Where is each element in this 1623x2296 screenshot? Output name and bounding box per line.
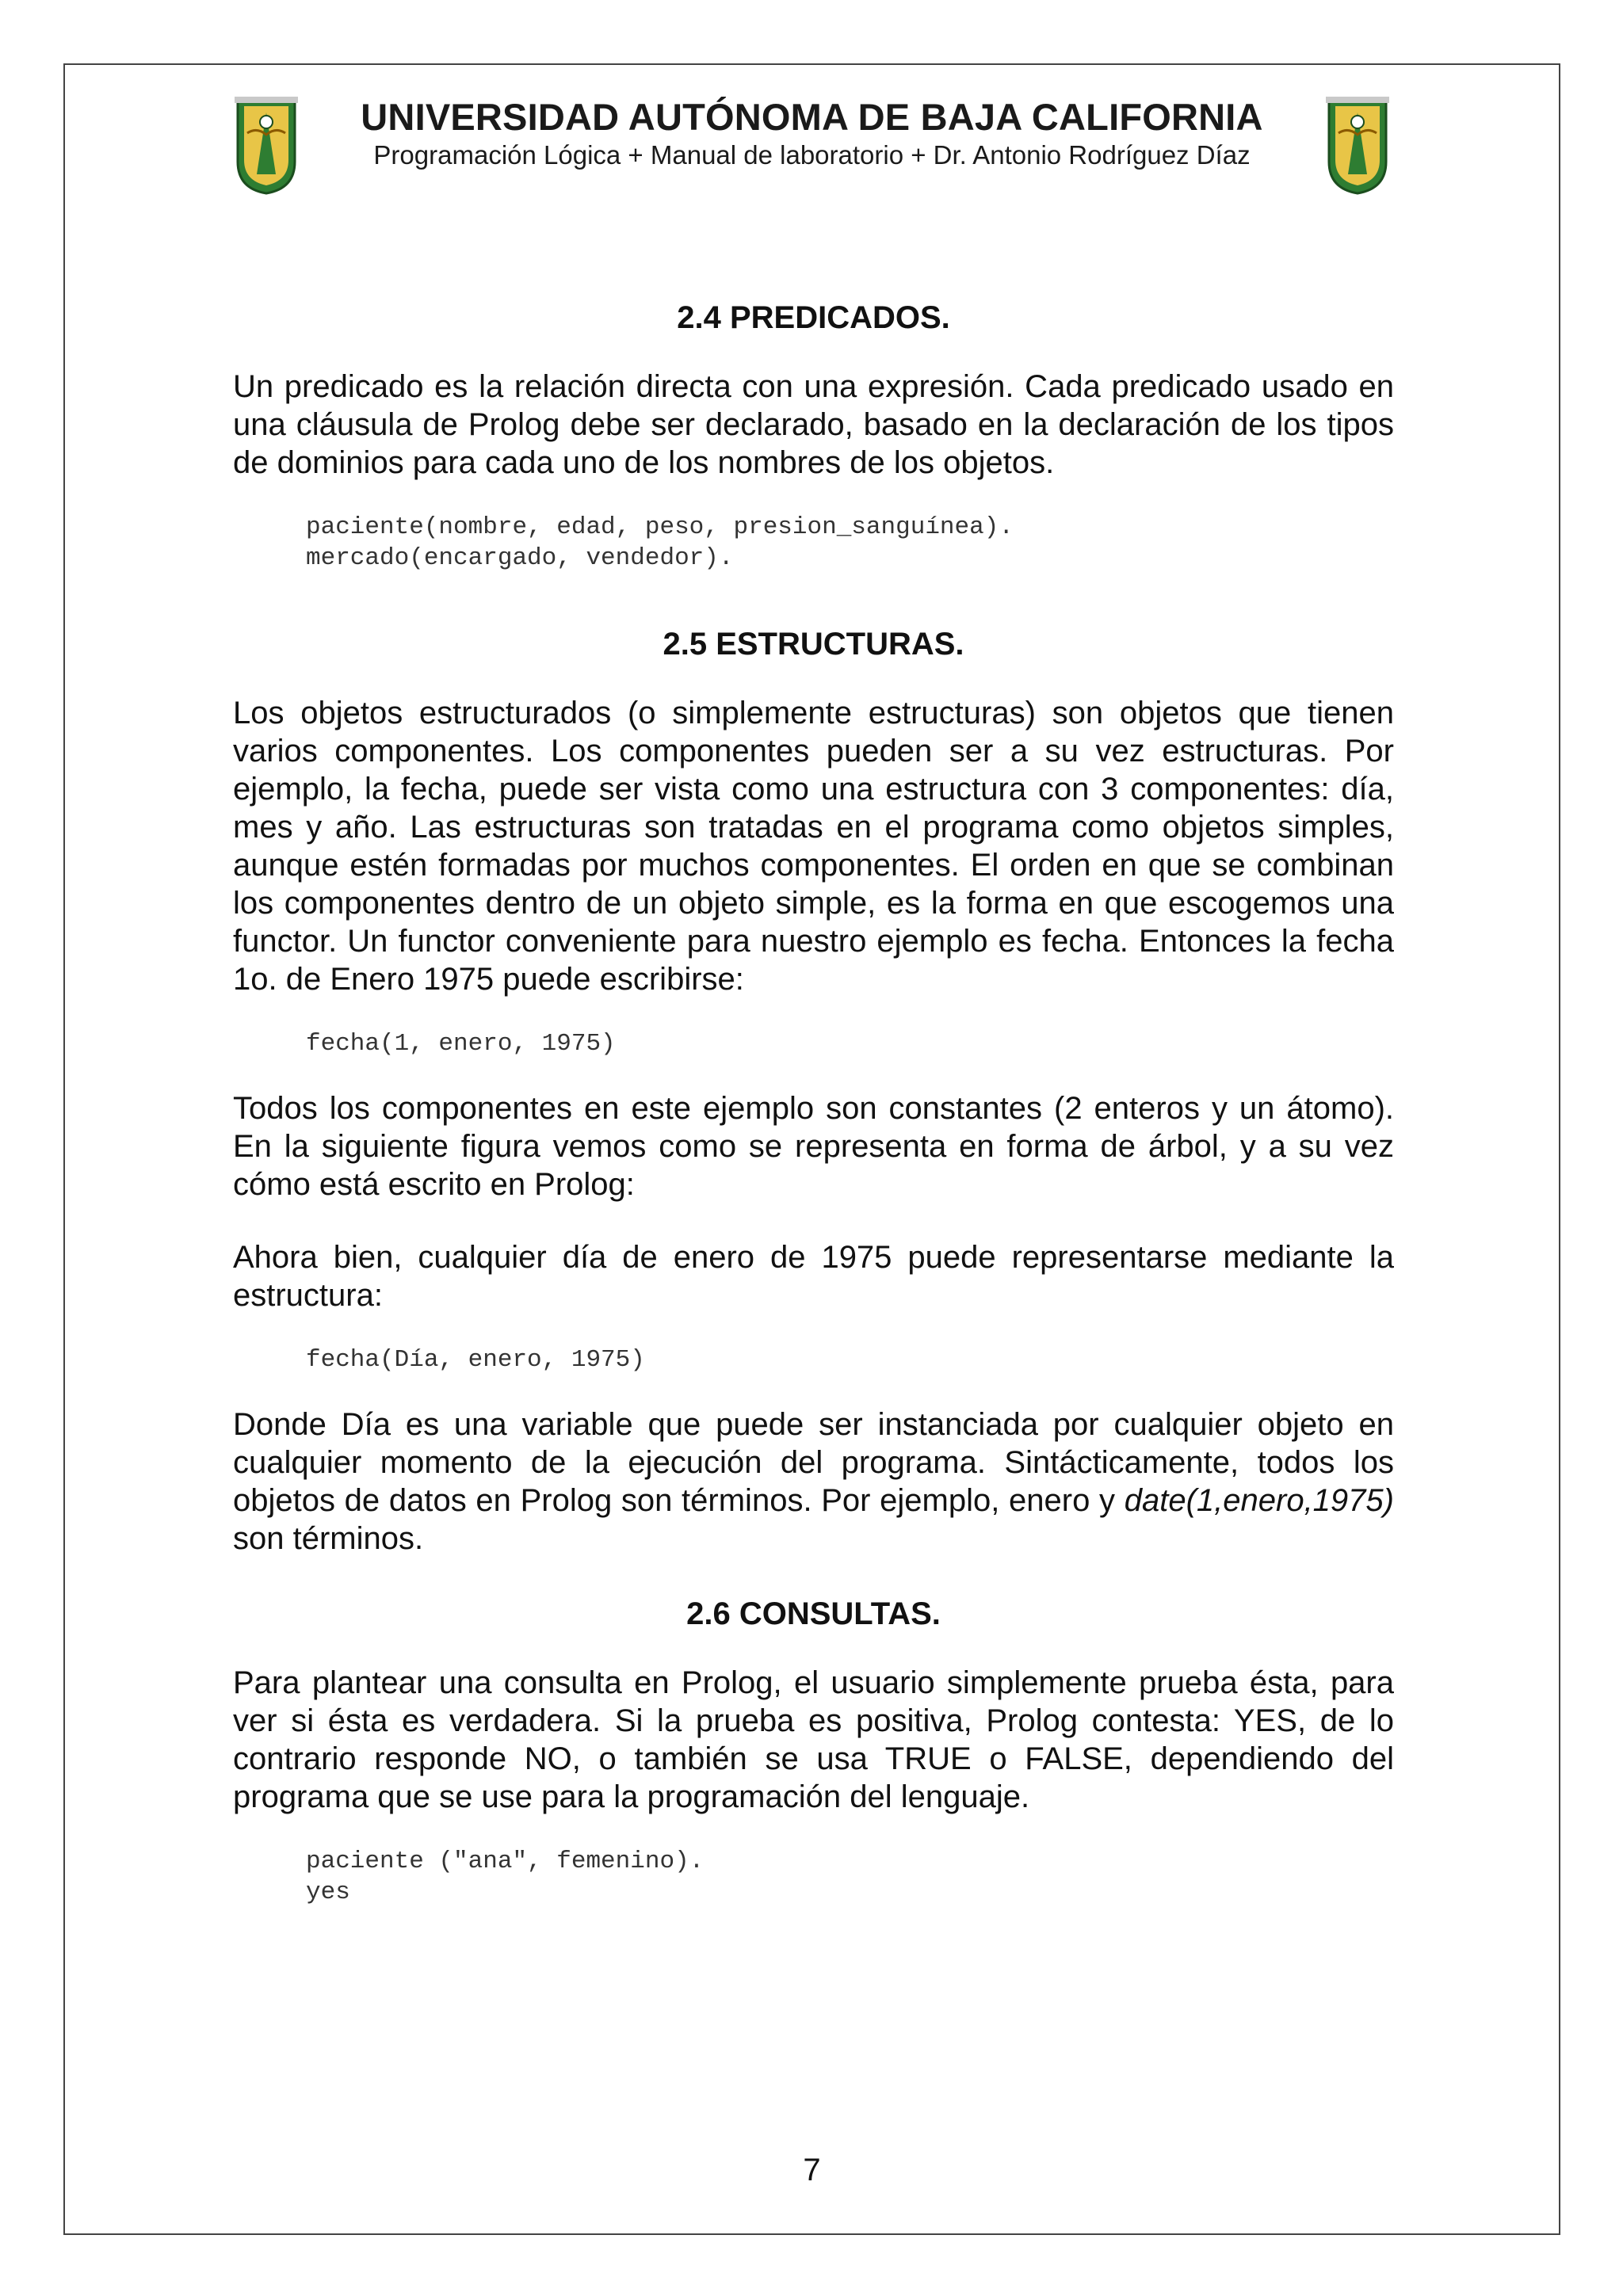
university-seal-icon xyxy=(1324,95,1391,196)
code-block-predicados xyxy=(233,512,1394,574)
document-subtitle: Programación Lógica + Manual de laboratorio + Dr. Antonio Rodríguez Díaz xyxy=(373,140,1251,170)
paragraph-predicados: Un predicado es la relación directa con una expresión. Cada predicado usado en una cláusula de Prolog debe ser declarado, basado en la declaración de los tipos de dominios para cada uno de los nombres de los objetos. xyxy=(233,369,1394,480)
paragraph-estructuras-2: Todos los componentes en este ejemplo son constantes (2 enteros y un átomo). En la siguiente figura vemos como se representa en forma de árbol, y a su vez cómo está escrito en Prolog: xyxy=(233,1091,1394,1202)
section-heading-predicados: 2.4 PREDICADOS. xyxy=(677,300,950,335)
paragraph-text: son términos. xyxy=(233,1521,424,1556)
paragraph-estructuras-4 xyxy=(233,1405,1394,1558)
page-content xyxy=(233,247,1394,1908)
code-line: paciente(nombre, edad, peso, presion_sanguínea). xyxy=(306,513,1014,541)
code-block-consulta xyxy=(233,1846,1394,1908)
code-line: fecha(1, enero, 1975) xyxy=(306,1030,616,1058)
page-frame xyxy=(63,63,1560,2235)
code-line: fecha(Día, enero, 1975) xyxy=(306,1346,645,1374)
page-number: 7 xyxy=(803,2153,821,2187)
paragraph-estructuras-3: Ahora bien, cualquier día de enero de 1975 puede representarse mediante la estructura: xyxy=(233,1240,1394,1313)
code-line: paciente ("ana", femenino). xyxy=(306,1848,705,1875)
section-heading-estructuras: 2.5 ESTRUCTURAS. xyxy=(663,627,964,662)
italic-term: date(1,enero,1975) xyxy=(1124,1483,1394,1518)
paragraph-consultas: Para plantear una consulta en Prolog, el usuario simplemente prueba ésta, para ver si ésta es verdadera. Si la prueba es positiva, Prolog contesta: YES, de lo contrario responde NO, o también se usa TRUE o FALSE, dependiendo del programa que se use para la programación del lenguaje. xyxy=(233,1665,1394,1814)
university-title: UNIVERSIDAD AUTÓNOMA DE BAJA CALIFORNIA xyxy=(361,96,1263,138)
section-heading-consultas: 2.6 CONSULTAS. xyxy=(686,1596,941,1631)
code-line: mercado(encargado, vendedor). xyxy=(306,544,734,572)
paragraph-estructuras-1: Los objetos estructurados (o simplemente estructuras) son objetos que tienen varios componentes. Los componentes pueden ser a su vez estructuras. Por ejemplo, la fecha, puede ser vista como una estructura con 3 componentes: día, mes y año. Las estructuras son tratadas en el programa como objetos simples, aunque estén formadas por muchos componentes. El orden en que se combinan los componentes dentro de un objeto simple, es la forma en que escogemos una functor. Un functor conveniente para nuestro ejemplo es fecha. Entonces la fecha 1o. de Enero 1975 puede escribirse: xyxy=(233,696,1394,997)
code-line: yes xyxy=(306,1878,350,1906)
code-block-fecha-dia xyxy=(233,1344,1394,1375)
page-header xyxy=(65,89,1559,200)
code-block-fecha xyxy=(233,1028,1394,1059)
paragraph-text: Donde Día es una variable que puede ser instanciada por cualquier objeto en cualquier momento de la ejecución del programa. Sintácticamente, todos los objetos de datos en Prolog son términos. Por ejemplo, enero y xyxy=(233,1407,1394,1518)
